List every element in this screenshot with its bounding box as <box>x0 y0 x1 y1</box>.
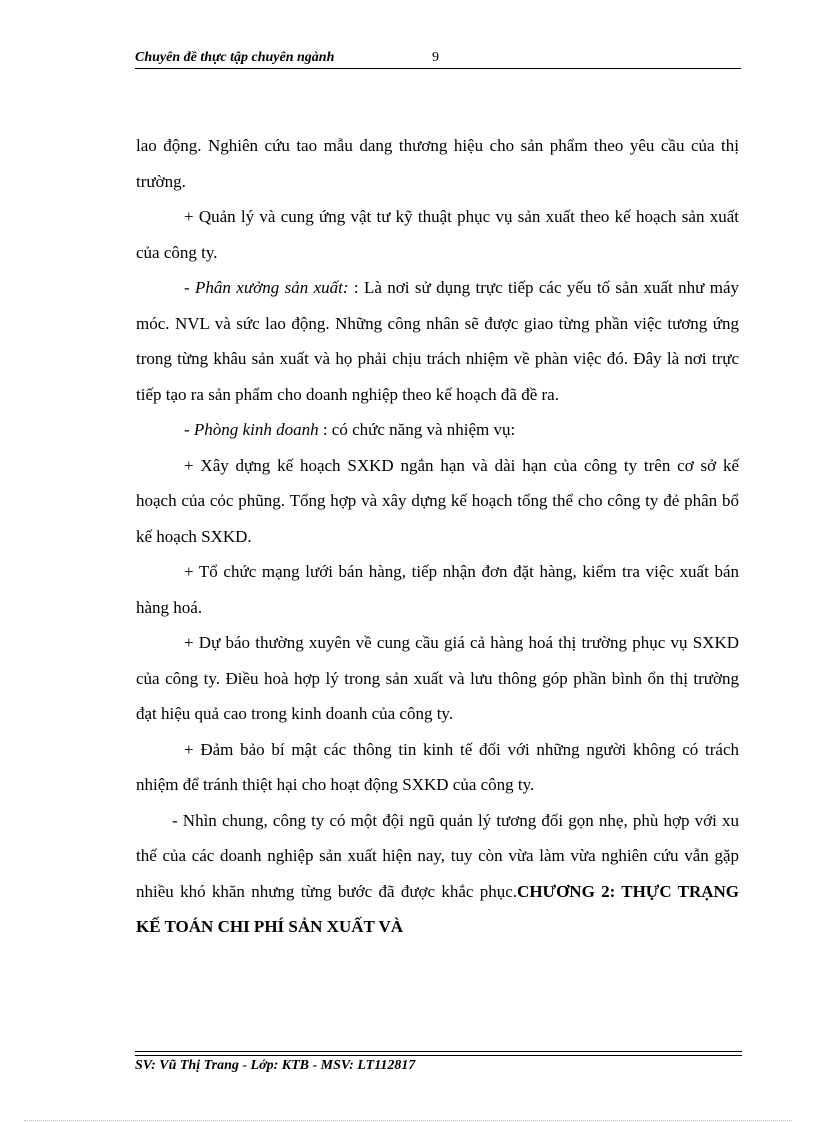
footer-rule-bottom <box>135 1055 742 1056</box>
paragraph-6: + Tổ chức mạng lưới bán hàng, tiếp nhận đơn đặt hàng, kiểm tra việc xuất bán hàng hoá. <box>136 562 739 617</box>
page-number: 9 <box>432 50 439 65</box>
paragraph-9 <box>136 803 739 945</box>
dash: - <box>184 278 196 297</box>
paragraph-8: + Đảm bảo bí mật các thông tin kinh tế đối với những người không có trách nhiệm để tránh thiệt hại cho hoạt động SXKD của công ty. <box>136 739 739 794</box>
page-footer: SV: Vũ Thị Trang - Lớp: KTB - MSV: LT112817 <box>135 1058 416 1073</box>
page-edge <box>24 1120 792 1121</box>
paragraph-2: + Quản lý và cung ứng vật tư kỹ thuật phục vụ sản xuất theo kế hoạch sản xuất của công ty. <box>136 207 739 262</box>
paragraph-7: + Dự báo thường xuyên về cung cầu giá cả hàng hoá thị trường phục vụ SXKD của công ty. Điều hoà hợp lý trong sản xuất và lưu thông góp phần bình ổn thị trường đạt hiệu quả cao trong kinh doanh của công ty. <box>136 633 739 723</box>
document-body <box>136 128 739 945</box>
section-label-phong-kinh-doanh: Phòng kinh doanh <box>193 420 319 439</box>
section-label-phan-xuong: Phân xưởng sản xuất: <box>195 278 349 297</box>
paragraph-4 <box>136 412 739 448</box>
paragraph-9-text: - Nhìn chung, công ty có một đội ngũ quản lý tương đối gọn nhẹ, phù hợp với xu thế của các doanh nghiệp sản xuất hiện nay, tuy còn vừa làm vừa nghiên cứu vẫn gặp nhiều khó khăn nhưng từng bước đã được khắc phục. <box>136 810 739 901</box>
paragraph-5: + Xây dựng kế hoạch SXKD ngắn hạn và dài hạn của công ty trên cơ sở kế hoạch của cỏc phũng. Tổng hợp và xây dựng kế hoạch tổng thể cho công ty đẻ phân bổ kế hoạch SXKD. <box>136 455 739 546</box>
paragraph-1: lao động. Nghiên cứu tao mẫu dang thương hiệu cho sản phẩm theo yêu cầu của thị trường. <box>136 136 739 191</box>
paragraph-4-text: : có chức năng và nhiệm vụ: <box>318 420 516 439</box>
page-header <box>135 50 740 70</box>
footer-rule-top <box>135 1051 742 1052</box>
paragraph-3 <box>136 270 739 412</box>
chapter-heading: CHƯƠNG 2: THỰC TRẠNG KẾ TOÁN CHI PHÍ SẢN XUẤT VÀ <box>136 881 739 936</box>
header-title: Chuyên đề thực tập chuyên ngành <box>135 50 335 65</box>
paragraph-3-text: : Là nơi sử dụng trực tiếp các yếu tố sản xuất như máy móc. NVL và sức lao động. Những công nhân sẽ được giao từng phần việc tương ứng trong từng khâu sản xuất và họ phải chịu trách nhiệm về phàn việc đó. Đây là nơi trực tiếp tạo ra sản phẩm cho doanh nghiệp theo kế hoạch đã đề ra. <box>136 278 739 404</box>
header-rule <box>135 68 741 69</box>
dash: - <box>184 420 194 439</box>
